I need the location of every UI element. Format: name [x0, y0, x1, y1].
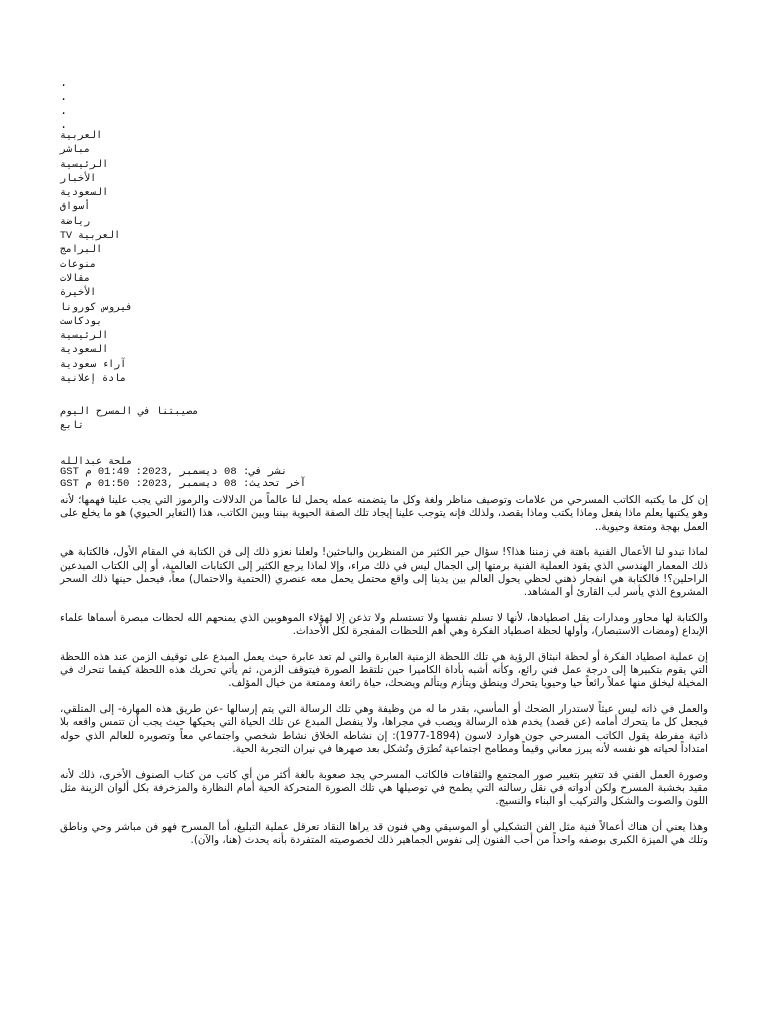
dots-list: [60, 76, 100, 132]
nav-item-podcast[interactable]: بودكاست: [60, 316, 103, 328]
nav-item-articles[interactable]: مقالات: [60, 273, 91, 285]
nav-item-variety[interactable]: منوعات: [60, 259, 97, 271]
dot: .: [60, 118, 68, 132]
article-paragraph: لماذا تبدو لنا الأعمال الفنية باهتة في زمننا هذا؟! سؤال حير الكثير من المنظرين والباحثين! ولعلنا نعزو ذلك إلى فن الكتابة في المقام الأول، فالكتابة هي ذلك المعمار الهندسي الذي يقود العملية الفنية برمتها إلى الجمال ليس في ذلك مراء، وإلا لماذا يرجع الكثير إلى الكتابات العالمية، أو إلى الكتاب المبدعين الراحلين؟! فالكتابة هي انفجار ذهني لحظي يحول العالم بين يدينا إلى واقع محتمل يحمل معه عنصري (الحتمية والاحتمال) معاً، فيحمل حينها ذلك السحر المشروع الذي يأسر لب القارئ أو المشاهد.: [60, 546, 708, 599]
author-name[interactable]: ملحة عبدالله: [60, 457, 133, 468]
article-body: [60, 494, 708, 860]
article-paragraph: والعمل في ذاته ليس عبثاً لاستدرار الضحك أو المأسي، بقدر ما له من وظيفة وهي تلك الرسالة التي يتم إرسالها -عن طريق هذه المهارة- إلى المتلقي، فيجعل كل ما يتحرك أمامه (عن قصد) يخدم هذه الرسالة ويصب في مجراها، ولا ينفصل المبدع عن تلك الحياة التي يحيكها حيث يجب أن تتمس واقعه بلا ذاتية مفرطة يقول الكاتب المسرحي جون هوارد لاسون (1894-1977): إن نشاطه الخلاق نشاط شخصي واجتماعي معاً وتصويره للعالم الذي حوله امتداداً لحياته هو نفسه لأنه يبرز معاني وقيماً ومطامح اجتماعية تُطرَق وتُشكل بعد صهرها في نيران التجربة الحية.: [60, 702, 709, 756]
article-paragraph: وهذا يعني أن هناك أعمالاً فنية مثل الفن التشكيلي أو الموسيقي وهي فنون قد يراها النقاد تعرقل عملية التبليغ، أما المسرح فهو فن مباشر وحي وناطق وتلك هي الميزة الكبرى بوصفه واحداً من أحب الفنون إلى نفوس الجماهير ذلك لخصوصيته المتفردة بأنه يحدث (هنا، والآن).: [60, 820, 708, 847]
dot: .: [60, 90, 68, 104]
article-paragraph: إن كل ما يكتبه الكاتب المسرحي من علامات وتوصيف مناظر ولغة وكل ما يتضمنه عمله يحمل لنا عالماً من الدلالات والرموز التي يجب علينا فهمها؛ لأنه وهو يكتبها يعلم ماذا يفعل وماذا يكتب وماذا يقصد، ولذلك فإنه يتوجب علينا إيجاد تلك الصفة الحيوية بيننا وبين الكاتب، هذا (التغاير الحيوي) هو ما يخلع على العمل بهجة ومتعة وحيوية..: [60, 494, 708, 533]
article-title: مصيبتنا في المسرح اليوم: [60, 407, 199, 418]
article-paragraph: إن عملية اصطياد الفكرة أو لحظة انبثاق الرؤية هي تلك اللحظة الزمنية العابرة والتي لم تعد عابرة حيث يعمل المبدع على توقيف الزمن عند هذه اللحظة التي يقوم بتكبيرها إلى درجة عمل فني رائع، وكأنه أشبه بأداة الكاميرا حين تلتقط الصورة فيتوقف الزمن، ثم يأتي تحريك هذه اللحظة كيفما تتحرك في المخيلة ليخلق منها عملاً رائعاً حيا وحيويا يتحرك وينطق ويتأزم ويتألم ويضحك، حياة رائعة وممتعة من خيال المؤلف.: [60, 650, 708, 690]
nav-item-home[interactable]: الرئيسية: [60, 159, 109, 171]
nav-item-last[interactable]: الأخيرة: [60, 288, 97, 300]
nav-item-arabiya-tv[interactable]: العربية TV: [60, 231, 121, 243]
updated-date: آخر تحديث: 08 ديسمبر ,2023: 01:50 م GST: [60, 477, 307, 490]
nav-item-markets[interactable]: أسواق: [60, 202, 91, 214]
follow-button[interactable]: تابع: [60, 421, 85, 432]
nav-item-sports[interactable]: رياضة: [60, 216, 91, 228]
sponsored-content-label[interactable]: مادة إعلانية: [60, 374, 127, 386]
nav-item-arabiya[interactable]: العربية: [60, 131, 103, 142]
breadcrumb-home[interactable]: الرئيسية: [60, 331, 109, 343]
nav-item-news[interactable]: الأخبار: [60, 173, 97, 185]
site-navigation: [60, 130, 260, 387]
nav-item-live[interactable]: مباشر: [60, 145, 91, 157]
nav-item-saudi[interactable]: السعودية: [60, 188, 109, 200]
nav-item-coronavirus[interactable]: فيروس كورونا: [60, 302, 133, 314]
dot: .: [60, 104, 68, 118]
dot: .: [60, 76, 68, 90]
breadcrumb-saudi-opinions[interactable]: آراء سعودية: [60, 359, 127, 371]
published-date: نشر في: 08 ديسمبر ,2023: 01:49 م GST: [60, 466, 288, 478]
article-header: [60, 406, 198, 434]
nav-item-programs[interactable]: البرامج: [60, 245, 103, 257]
article-paragraph: والكتابة لها محاور ومدارات يقل اصطيادها، لأنها لا تسلم نفسها ولا تستسلم ولا تذعن إلا لهؤلاء الموهوبين الذي يمنحهم الله لحظات مبصرة أسماها علماء الإبداع (ومضات الاستبصار)، وأولها لحظة اصطياد الفكرة وهي أهم اللحظات المفجرة لكل الأحداث.: [60, 611, 708, 638]
article-meta: [60, 467, 420, 490]
breadcrumb-saudi[interactable]: السعودية: [60, 345, 109, 357]
article-paragraph: وصورة العمل الفني قد تتغير بتغيير صور المجتمع والثقافات فالكاتب المسرحي يجد صعوبة بالغة أكثر من أي كاتب من كتاب الصنوف الأخرى، ذلك لأنه مقيد بخشبة المسرح ولكن أدواته في نقل رسالته التي يطمح في توصيلها هي تلك الصورة المتحركة الحية أمام النظارة والمزخرفة بكل ألوان الزينة مثل اللون والصوت والشكل والتركيب أو البناء والنسيج.: [60, 768, 708, 808]
